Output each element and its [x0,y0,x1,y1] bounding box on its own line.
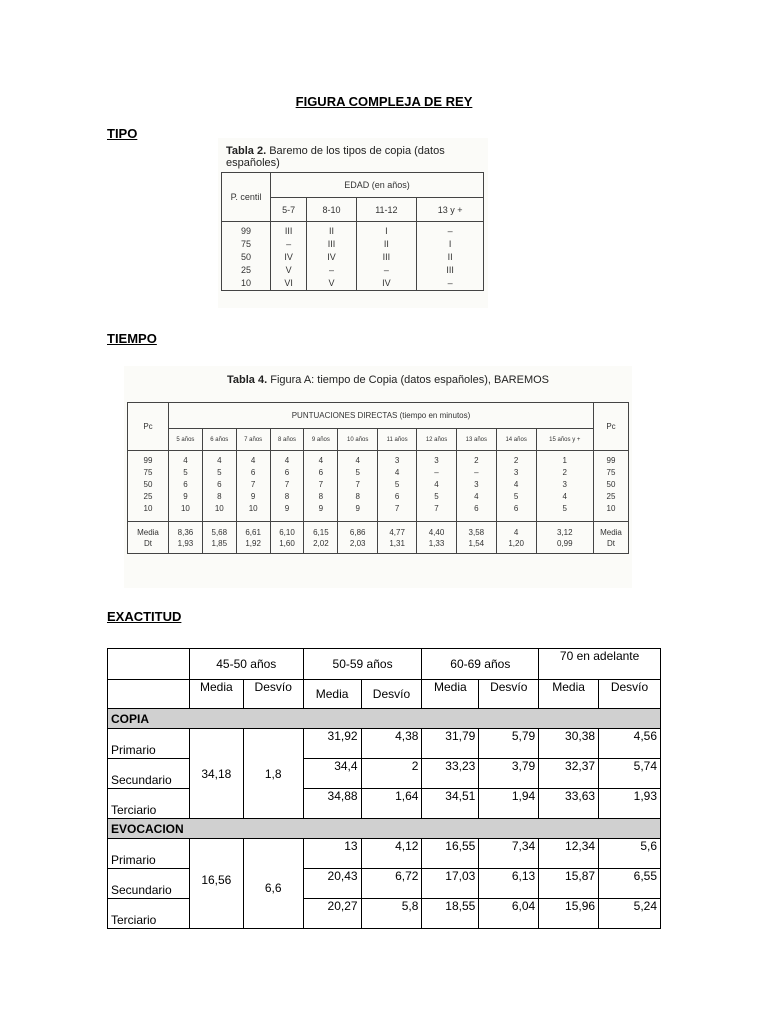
media-header: Media [189,680,243,709]
table4-cell: 2 [456,451,496,468]
table4-col: 12 años [417,429,457,451]
value-cell: 13 [303,839,361,869]
table4-col: 10 años [338,429,378,451]
table4-row-header: Pc [128,403,169,451]
value-cell: 2 [361,759,422,789]
value-cell: 6,72 [361,869,422,899]
table4-col: 14 años [496,429,536,451]
value-cell: 4,12 [361,839,422,869]
table2-col: 13 y + [417,198,484,222]
desvio-header: Desvío [243,680,303,709]
table4-cell: 7 [304,479,338,491]
row-label: Terciario [108,789,190,819]
table4-col: 15 años y + [536,429,593,451]
table4-cell: 5 [169,467,203,479]
table2-cell: IV [271,251,307,264]
table2-cell: – [417,277,484,291]
table2-cell: II [307,222,356,239]
table-row [128,491,629,503]
table4-stat-cell: 5,68 [202,522,236,540]
table4-cell: 6 [236,467,270,479]
value-cell: 5,6 [599,839,661,869]
value-cell: 15,96 [539,899,599,929]
evocacion-label: EVOCACION [108,819,661,839]
desvio-header: Desvío [361,680,422,709]
table4-stat-cell: 4,40 [417,522,457,540]
table2-cell: II [417,251,484,264]
table4-col: 11 años [378,429,417,451]
table4-cell: 9 [304,503,338,522]
table4-stat-cell: 6,61 [236,522,270,540]
value-cell: 6,04 [479,899,539,929]
table4-stat-cell: 6,86 [338,522,378,540]
table4-caption: Tabla 4. Figura A: tiempo de Copia (datos españoles), BAREMOS [227,374,550,386]
table4-cell: 4 [169,451,203,468]
table4-cell: 4 [202,451,236,468]
table2-cell: I [417,238,484,251]
table2 [221,172,484,291]
desvio-header: Desvío [599,680,661,709]
table4-stat-cell: 0,99 [536,539,593,554]
row-label: Secundario [108,869,190,899]
table2-cell: I [356,222,417,239]
value-cell: 7,34 [479,839,539,869]
table4-cell: 9 [169,491,203,503]
age-group-header: 60-69 años [422,649,539,680]
table4-stat-cell: 1,92 [236,539,270,554]
table4-stat-cell: 3,58 [456,522,496,540]
copia-label: COPIA [108,709,661,729]
table4-cell: 4 [304,451,338,468]
table4-right-header: Pc [594,403,629,451]
table4-cell: 50 [143,480,153,489]
table4-cell: 6 [456,503,496,522]
value-cell: 33,63 [539,789,599,819]
value-cell: 5,24 [599,899,661,929]
table4-scan [124,366,632,588]
table4-cell: 4 [417,479,457,491]
g1-media-cell: 16,56 [189,839,243,929]
table4-stat-cell: 3,12 [536,522,593,540]
table4-stat-cell: 1,85 [202,539,236,554]
table2-col: 8-10 [307,198,356,222]
value-cell: 18,55 [422,899,479,929]
row-label: Primario [108,729,190,759]
table4-cell: 9 [270,503,304,522]
table2-cell: IV [307,251,356,264]
table4-stat-cell: Dt [144,539,152,548]
age-group-header: 50-59 años [303,649,422,680]
table2-row-header: P. centil [222,173,271,222]
evocacion-group-row [108,819,661,839]
table4-cell: 10 [169,503,203,522]
g1-desvio-cell: 1,8 [243,729,303,819]
table4-cell: 50 [594,479,629,491]
table4-cell: 5 [536,503,593,522]
table4-cell: 8 [202,491,236,503]
table4-cell: 10 [236,503,270,522]
value-cell: 1,94 [479,789,539,819]
value-cell: 1,64 [361,789,422,819]
table4-cell: 6 [270,467,304,479]
table4 [127,402,629,554]
table4-cell: 7 [338,479,378,491]
table4-col: 5 años [169,429,203,451]
table2-cell: 50 [240,252,251,262]
table2-cell: III [356,251,417,264]
table-row [108,839,661,869]
table2-cell: 75 [240,239,251,249]
table4-cell: 4 [236,451,270,468]
g1-media-cell: 34,18 [189,729,243,819]
table4-cell: 4 [456,491,496,503]
table2-cell: 99 [240,226,251,236]
stats-row [128,539,629,554]
table4-stat-cell: 1,20 [496,539,536,554]
table4-cell: 3 [536,479,593,491]
table4-stat-cell: 1,93 [169,539,203,554]
table4-cell: 1 [536,451,593,468]
table4-stat-cell: 2,02 [304,539,338,554]
table4-stat-cell: Media [128,522,169,540]
value-cell: 15,87 [539,869,599,899]
table4-cell: 5 [378,479,417,491]
table4-cell: – [456,467,496,479]
copia-group-row [108,709,661,729]
stats-row [128,522,629,540]
table4-stat-cell: Media [594,522,629,540]
value-cell: 17,03 [422,869,479,899]
table2-cell: – [417,222,484,239]
table2-cell: II [356,238,417,251]
table4-cell: 7 [417,503,457,522]
value-cell: 32,37 [539,759,599,789]
table4-col: 9 años [304,429,338,451]
value-cell: 3,79 [479,759,539,789]
table4-cell: 7 [236,479,270,491]
table4-stat-cell: 1,31 [378,539,417,554]
value-cell: 34,88 [303,789,361,819]
table2-scan [218,138,488,308]
table4-stat-cell: 2,03 [338,539,378,554]
table4-cell: 4 [338,451,378,468]
table4-cell: 10 [594,503,629,522]
table-row [128,479,629,491]
table4-stat-cell: Dt [594,539,629,554]
table2-cell: V [271,264,307,277]
age-group-header: 70 en adelante [539,649,661,680]
table4-cell: 4 [270,451,304,468]
table2-cell: – [271,238,307,251]
document-title: FIGURA COMPLEJA DE REY [295,94,473,109]
value-cell: 1,93 [599,789,661,819]
corner-cell [108,649,190,680]
table4-col: 7 años [236,429,270,451]
table-row [128,503,629,522]
table4-cell: 6 [496,503,536,522]
table4-cell: 6 [202,479,236,491]
table4-cell: 5 [417,491,457,503]
value-cell: 34,51 [422,789,479,819]
table2-cell: IV [356,277,417,291]
table2-cell: III [417,264,484,277]
corner-cell [108,680,190,709]
table4-cell: 9 [236,491,270,503]
table-row [222,222,484,239]
value-cell: 4,56 [599,729,661,759]
value-cell: 33,23 [422,759,479,789]
table4-cell: 25 [594,491,629,503]
table4-cell: 2 [536,467,593,479]
table4-cell: 6 [378,491,417,503]
table4-cell: 99 [594,451,629,468]
table4-cell: 3 [496,467,536,479]
table4-cell: – [417,467,457,479]
value-cell: 5,74 [599,759,661,789]
table4-cell: 10 [202,503,236,522]
table-row [222,238,484,251]
table4-cell: 9 [338,503,378,522]
table4-cell: 8 [270,491,304,503]
table4-cell: 6 [169,479,203,491]
table4-cell: 7 [378,503,417,522]
desvio-header: Desvío [479,680,539,709]
table4-cell: 4 [496,479,536,491]
table4-col: 8 años [270,429,304,451]
table4-cell: 5 [496,491,536,503]
table4-cell: 10 [143,504,153,513]
table4-col: 6 años [202,429,236,451]
table4-stat-cell: 4 [496,522,536,540]
value-cell: 4,38 [361,729,422,759]
table2-cell: III [271,222,307,239]
table4-stat-cell: 1,33 [417,539,457,554]
table4-cell: 3 [456,479,496,491]
table4-stat-cell: 6,15 [304,522,338,540]
table2-cell: – [307,264,356,277]
value-cell: 16,55 [422,839,479,869]
table-row [128,467,629,479]
table2-caption: Tabla 2. Baremo de los tipos de copia (datos españoles) [226,145,445,169]
value-cell: 30,38 [539,729,599,759]
table4-col: 13 años [456,429,496,451]
row-label: Primario [108,839,190,869]
table4-cell: 4 [536,491,593,503]
table4-cell: 75 [594,467,629,479]
value-cell: 5,79 [479,729,539,759]
value-cell: 34,4 [303,759,361,789]
section-exactitud: EXACTITUD [107,609,182,624]
table4-group-header: PUNTUACIONES DIRECTAS (tiempo en minutos) [169,403,594,429]
value-cell: 20,27 [303,899,361,929]
value-cell: 31,79 [422,729,479,759]
table4-stat-cell: 1,60 [270,539,304,554]
table4-cell: 7 [270,479,304,491]
exactitud-table [107,648,661,929]
media-header: Media [303,680,361,709]
table4-cell: 4 [378,467,417,479]
table2-cell: VI [271,277,307,291]
table2-cell: V [307,277,356,291]
section-tipo: TIPO [107,126,138,141]
g1-desvio-cell: 6,6 [243,839,303,929]
section-tiempo: TIEMPO [107,331,157,346]
value-cell: 5,8 [361,899,422,929]
table4-cell: 3 [417,451,457,468]
table4-stat-cell: 1,54 [456,539,496,554]
table2-col: 11-12 [356,198,417,222]
table4-cell: 5 [338,467,378,479]
table-row [222,251,484,264]
table2-col: 5-7 [271,198,307,222]
value-cell: 6,13 [479,869,539,899]
table-row [108,729,661,759]
row-label: Terciario [108,899,190,929]
value-cell: 31,92 [303,729,361,759]
table4-cell: 3 [378,451,417,468]
row-label: Secundario [108,759,190,789]
media-header: Media [539,680,599,709]
table2-group-header: EDAD (en años) [271,173,484,198]
table4-cell: 8 [338,491,378,503]
table-row [128,451,629,468]
value-cell: 6,55 [599,869,661,899]
table-row [222,277,484,291]
table2-cell: 10 [240,278,251,288]
table4-cell: 2 [496,451,536,468]
table4-cell: 25 [143,492,153,501]
media-header: Media [422,680,479,709]
table4-cell: 75 [143,468,153,477]
age-group-header: 45-50 años [189,649,303,680]
table4-cell: 8 [304,491,338,503]
table4-cell: 99 [143,456,153,465]
table2-cell: 25 [240,265,251,275]
table4-stat-cell: 4,77 [378,522,417,540]
table-row [222,264,484,277]
table4-stat-cell: 8,36 [169,522,203,540]
value-cell: 20,43 [303,869,361,899]
table2-cell: III [307,238,356,251]
table4-cell: 6 [304,467,338,479]
table4-cell: 5 [202,467,236,479]
table2-cell: – [356,264,417,277]
table4-stat-cell: 6,10 [270,522,304,540]
value-cell: 12,34 [539,839,599,869]
